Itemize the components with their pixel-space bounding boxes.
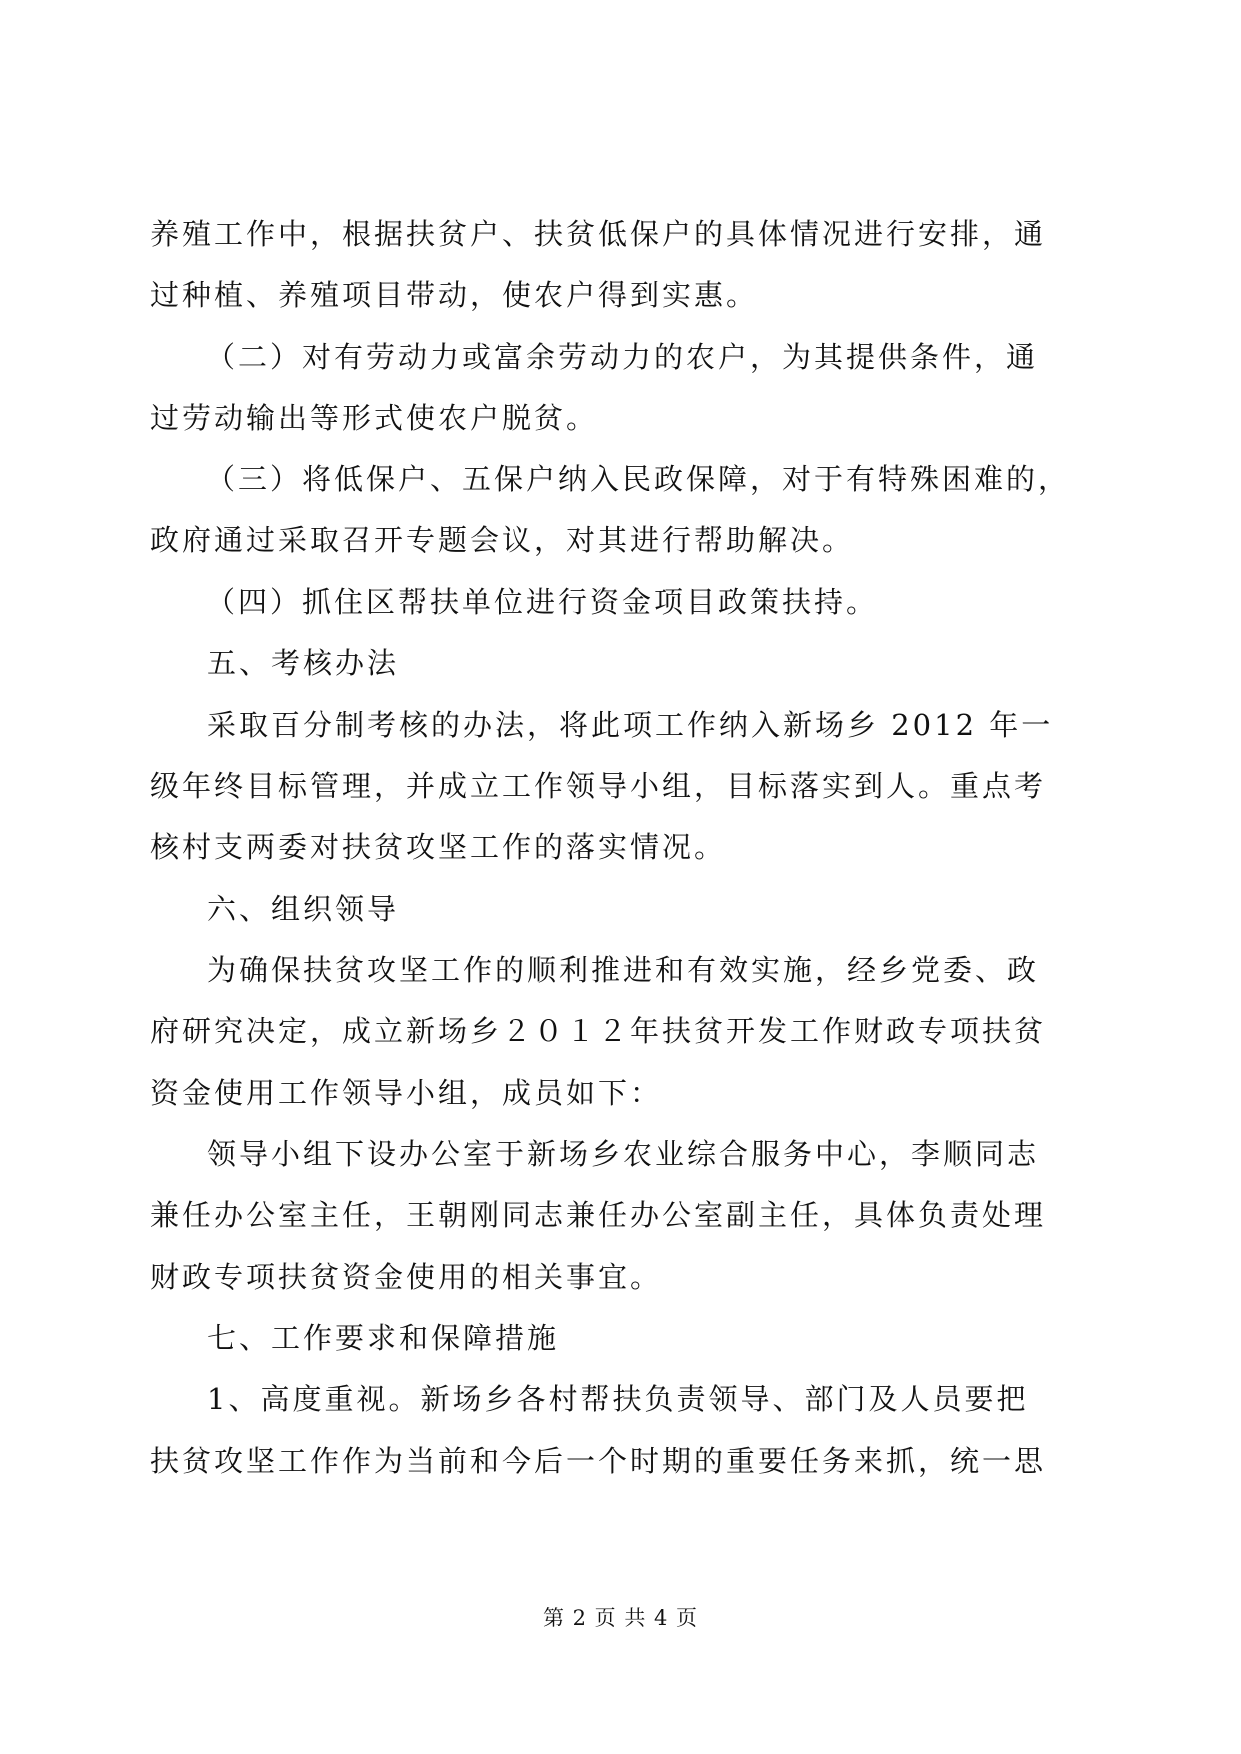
section-heading: 五、考核办法 xyxy=(207,646,400,680)
text-line: 核村支两委对扶贫攻坚工作的落实情况。 xyxy=(150,830,727,864)
text-line: 级年终目标管理，并成立工作领导小组，目标落实到人。重点考 xyxy=(150,769,1047,803)
text-line: 资金使用工作领导小组，成员如下： xyxy=(150,1076,663,1110)
text-line: 领导小组下设办公室于新场乡农业综合服务中心，李顺同志 xyxy=(207,1137,1040,1171)
page-number-footer: 第 2 页 共 4 页 xyxy=(542,1606,699,1630)
section-heading: 七、工作要求和保障措施 xyxy=(207,1321,560,1355)
text-line: 为确保扶贫攻坚工作的顺利推进和有效实施，经乡党委、政 xyxy=(207,953,1040,987)
text-line: 采取百分制考核的办法，将此项工作纳入新场乡 2012 年一 xyxy=(207,708,1054,742)
text-line: 过种植、养殖项目带动，使农户得到实惠。 xyxy=(150,278,759,312)
text-line: 1、高度重视。新场乡各村帮扶负责领导、部门及人员要把 xyxy=(207,1382,1029,1416)
text-line: （四）抓住区帮扶单位进行资金项目政策扶持。 xyxy=(206,585,879,619)
text-line: 府研究决定，成立新场乡２０１２年扶贫开发工作财政专项扶贫 xyxy=(150,1014,1047,1048)
text-line: （二）对有劳动力或富余劳动力的农户，为其提供条件，通 xyxy=(206,340,1039,374)
text-line: 扶贫攻坚工作作为当前和今后一个时期的重要任务来抓，统一思 xyxy=(150,1444,1047,1478)
text-line: （三）将低保户、五保户纳入民政保障，对于有特殊困难的， xyxy=(206,462,1071,496)
text-line: 养殖工作中，根据扶贫户、扶贫低保户的具体情况进行安排，通 xyxy=(150,217,1047,251)
text-line: 过劳动输出等形式使农户脱贫。 xyxy=(150,401,599,435)
text-line: 政府通过采取召开专题会议，对其进行帮助解决。 xyxy=(150,523,855,557)
section-heading: 六、组织领导 xyxy=(207,892,400,926)
text-line: 兼任办公室主任，王朝刚同志兼任办公室副主任，具体负责处理 xyxy=(150,1198,1047,1232)
text-line: 财政专项扶贫资金使用的相关事宜。 xyxy=(150,1260,663,1294)
